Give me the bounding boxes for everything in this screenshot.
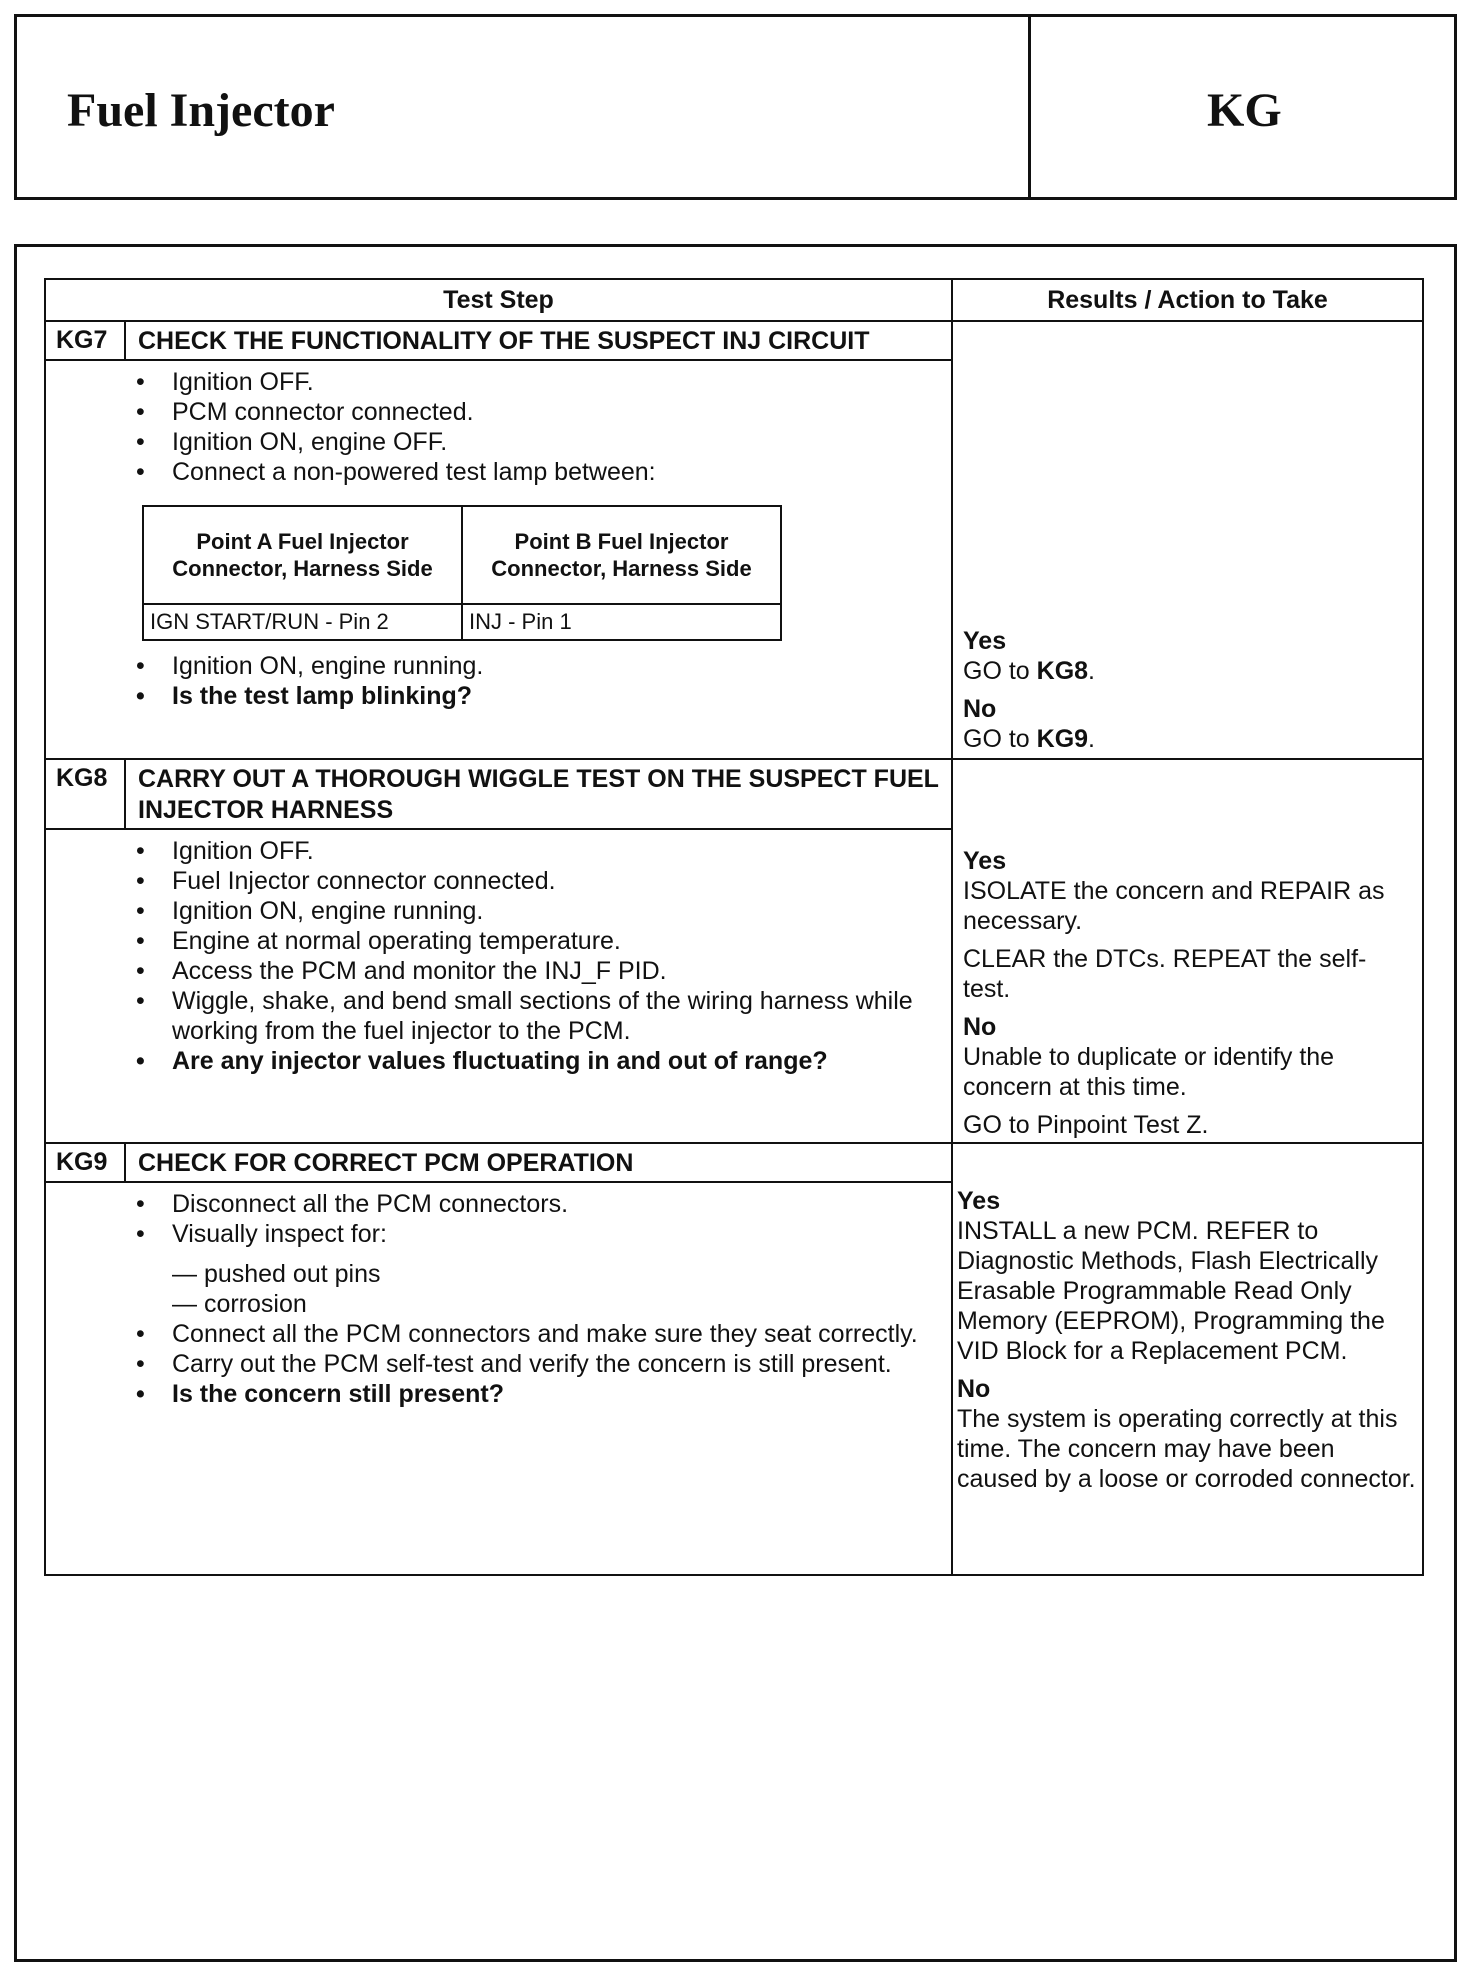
table-row [45, 1143, 1423, 1575]
list-item: • Connect a non-powered test lamp between: [136, 457, 931, 487]
kg8-step-heading [46, 760, 951, 830]
list-item: — corrosion [172, 1290, 307, 1318]
kg7-no-target: KG9 [1036, 725, 1089, 753]
col-results: Results / Action to Take [952, 279, 1423, 321]
list-item: • Visually inspect for: [136, 1219, 931, 1249]
kg8-step-body [46, 830, 951, 1084]
kg8-yes-text-1: ISOLATE the concern and REPAIR as necessary. [963, 877, 1385, 935]
list-item: • Carry out the PCM self-test and verify the concern is still present. [136, 1349, 931, 1379]
list-item: • Connect all the PCM connectors and make sure they seat correctly. [136, 1319, 931, 1349]
section-code: KG [1207, 84, 1282, 137]
kg7-question: • Is the test lamp blinking? [136, 681, 931, 711]
kg9-no-text: The system is operating correctly at this time. The concern may have been caused by a loose or corroded connector. [957, 1405, 1416, 1493]
yes-label: Yes [957, 1187, 1001, 1215]
kg8-results-cell [952, 759, 1423, 1143]
kg9-results-cell [952, 1143, 1423, 1575]
kg9-step-heading [46, 1144, 951, 1183]
list-item: • Fuel Injector connector connected. [136, 866, 931, 896]
kg8-bullet-list [136, 836, 931, 1076]
pinpoint-test-table [44, 278, 1424, 1576]
kg9-step-id: KG9 [46, 1144, 126, 1181]
kg9-dash-list [136, 1259, 931, 1319]
kg9-results [953, 1144, 1422, 1494]
kg8-no-text-1: Unable to duplicate or identify the concern at this time. [963, 1043, 1335, 1101]
list-item: • Ignition ON, engine running. [136, 651, 931, 681]
pin-value-a: IGN START/RUN - Pin 2 [143, 604, 462, 640]
kg7-step-cell [45, 321, 952, 759]
kg7-step-body [46, 361, 951, 719]
list-item: • Ignition ON, engine running. [136, 896, 931, 926]
pin-header-a: Point A Fuel Injector Connector, Harness Side [143, 506, 462, 604]
kg7-results: Yes GO to KG8. No GO to KG9. [953, 626, 1422, 758]
kg7-bullet-list-2 [136, 651, 931, 711]
kg9-yes-text: INSTALL a new PCM. REFER to Diagnostic Methods, Flash Electrically Erasable Programmable Read Only Memory (EEPROM), Programming the VID Block for a Replacement PCM. [957, 1217, 1385, 1365]
list-item: • Engine at normal operating temperature. [136, 926, 931, 956]
kg9-bullet-list-2 [136, 1319, 931, 1409]
table-row [45, 321, 1423, 759]
page-header [14, 14, 1457, 200]
kg9-step-body [46, 1183, 951, 1417]
yes-label: Yes [963, 627, 1007, 655]
kg9-bullet-list [136, 1189, 931, 1249]
kg7-pin-table [142, 505, 782, 641]
pin-value-b: INJ - Pin 1 [462, 604, 781, 640]
test-table-wrapper [44, 278, 1422, 1576]
page-title: Fuel Injector [67, 84, 335, 137]
kg7-step-title: CHECK THE FUNCTIONALITY OF THE SUSPECT INJ CIRCUIT [138, 327, 870, 355]
list-item: • Disconnect all the PCM connectors. [136, 1189, 931, 1219]
kg7-yes-target: KG8 [1036, 657, 1089, 685]
kg8-question: • Are any injector values fluctuating in and out of range? [136, 1046, 931, 1076]
go-to-text: GO to [963, 725, 1030, 753]
kg8-yes-text-2: CLEAR the DTCs. REPEAT the self-test. [963, 945, 1367, 1003]
table-row [45, 759, 1423, 1143]
kg8-results [953, 846, 1422, 1142]
table-header-row [45, 279, 1423, 321]
kg9-step-cell [45, 1143, 952, 1575]
col-test-step: Test Step [45, 279, 952, 321]
list-item: • Access the PCM and monitor the INJ_F PID. [136, 956, 931, 986]
kg8-step-cell [45, 759, 952, 1143]
kg7-bullet-list [136, 367, 931, 487]
list-item: — pushed out pins [172, 1260, 381, 1288]
list-item: • Ignition ON, engine OFF. [136, 427, 931, 457]
kg9-question: • Is the concern still present? [136, 1379, 931, 1409]
kg9-step-title: CHECK FOR CORRECT PCM OPERATION [138, 1149, 634, 1177]
no-label: No [963, 1013, 997, 1041]
no-label: No [957, 1375, 991, 1403]
header-divider [1028, 17, 1031, 197]
yes-label: Yes [963, 847, 1007, 875]
kg8-no-text-2: GO to Pinpoint Test Z. [963, 1111, 1209, 1139]
list-item: • Ignition OFF. [136, 836, 931, 866]
kg7-step-id: KG7 [46, 322, 126, 359]
kg7-results-cell [952, 321, 1423, 759]
pin-header-b: Point B Fuel Injector Connector, Harness Side [462, 506, 781, 604]
list-item: • PCM connector connected. [136, 397, 931, 427]
kg8-step-title: CARRY OUT A THOROUGH WIGGLE TEST ON THE SUSPECT FUEL INJECTOR HARNESS [138, 765, 939, 824]
go-to-text: GO to [963, 657, 1030, 685]
kg8-step-id: KG8 [46, 760, 126, 828]
kg7-step-heading [46, 322, 951, 361]
list-item: • Wiggle, shake, and bend small sections of the wiring harness while working from the fuel injector to the PCM. [136, 986, 931, 1046]
list-item: • Ignition OFF. [136, 367, 931, 397]
no-label: No [963, 695, 997, 723]
